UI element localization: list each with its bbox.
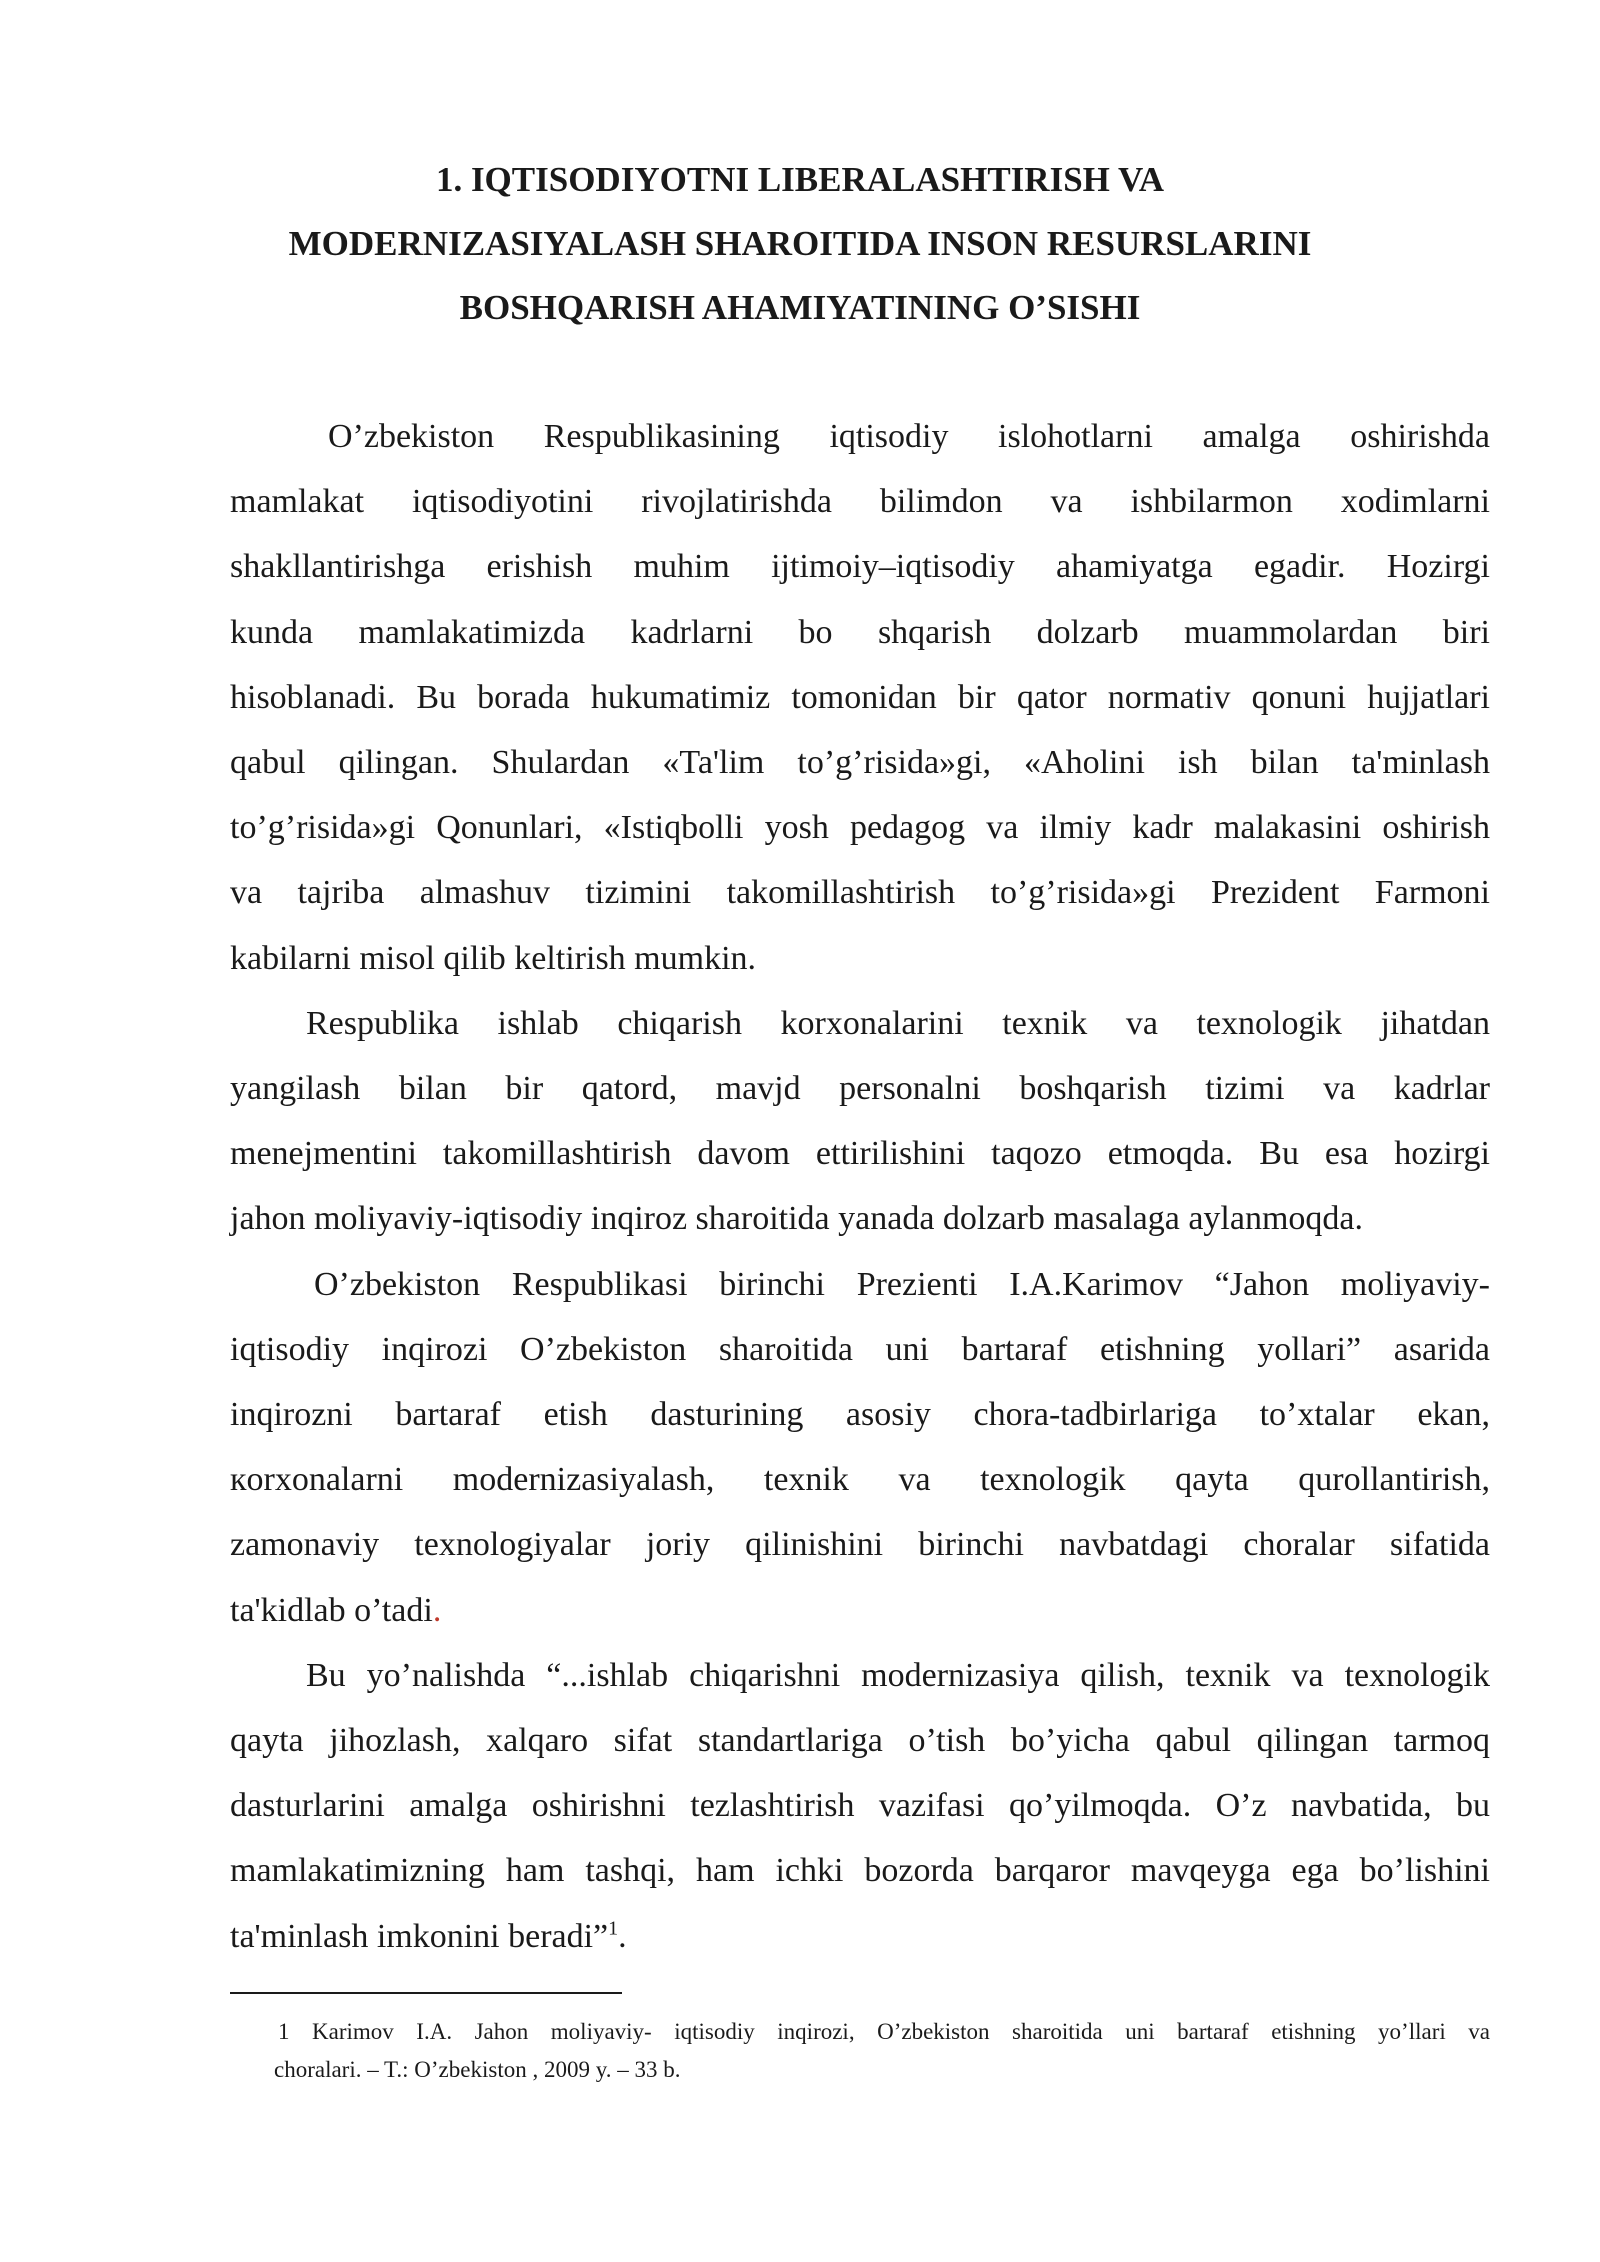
text-line: to’g’risida»gi Qonunlari, «Istiqbolli yosh pedagog va ilmiy kadr malakasini oshirish — [230, 809, 1490, 847]
footnote-separator — [230, 1992, 622, 1994]
chapter-title — [230, 148, 1370, 340]
paragraph-4 — [230, 1643, 1490, 1969]
text-fragment: ta'minlash imkonini beradi” — [230, 1917, 609, 1955]
text-line: кorxonalarni modernizasiyalash, texnik va texnologik qayta qurollantirish, — [230, 1461, 1490, 1499]
text-line: mamlakat iqtisodiyotini rivojlatirishda bilimdon va ishbilarmon xodimlarni — [230, 483, 1490, 521]
text-line: jahon moliyaviy-iqtisodiy inqiroz sharoitida yanada dolzarb masalaga aylanmoqda. — [230, 1200, 1364, 1238]
text-line: yangilash bilan bir qatord, mavjd personalni boshqarish tizimi va kadrlar — [230, 1070, 1490, 1108]
text-line: zamonaviy texnologiyalar joriy qilinishini birinchi navbatdagi choralar sifatida — [230, 1526, 1490, 1564]
footnote-reference[interactable]: 1 — [608, 1917, 619, 1940]
footnote-line: choralari. – T.: O’zbekiston , 2009 y. – 33 b. — [274, 2057, 681, 2082]
body-text — [230, 404, 1490, 1969]
footnote-line: 1 Karimov I.A. Jahon moliyaviy- iqtisodiy inqirozi, O’zbekiston sharoitida uni bartaraf etishning yo’llari va — [278, 2019, 1490, 2044]
text-fragment: ta'kidlab o’tadi — [230, 1591, 433, 1629]
text-line: mamlakatimizning ham tashqi, ham ichki bozorda barqaror mavqeyga ega bo’lishini — [230, 1852, 1490, 1890]
text-line: qabul qilingan. Shulardan «Ta'lim to’g’risida»gi, «Aholini ish bilan ta'minlash — [230, 744, 1490, 782]
text-line: Bu yo’nalishda “...ishlab chiqarishni modernizasiya qilish, texnik va texnologik — [306, 1656, 1490, 1694]
text-line: shakllantirishga erishish muhim ijtimoiy–iqtisodiy ahamiyatga egadir. Hozirgi — [230, 548, 1490, 586]
text-line: menejmentini takomillashtirish davom ettirilishini taqozo etmoqda. Bu esa hozirgi — [230, 1135, 1490, 1173]
text-line: iqtisodiy inqirozi O’zbekiston sharoitida uni bartaraf etishning yollari” asarida — [230, 1330, 1490, 1368]
text-line: va tajriba almashuv tizimini takomillashtirish to’g’risida»gi Prezident Farmoni — [230, 874, 1490, 912]
text-line: inqirozni bartaraf etish dasturining asosiy chora-tadbirlariga to’xtalar ekan, — [230, 1396, 1490, 1434]
paragraph-3 — [230, 1252, 1490, 1643]
text-line: kunda mamlakatimizda kadrlarni bo shqarish dolzarb muammolardan biri — [230, 613, 1490, 651]
text-line: O’zbekiston Respublikasining iqtisodiy islohotlarni amalga oshirishda — [328, 418, 1490, 455]
text-line-with-mark — [230, 1578, 1490, 1643]
footnote — [274, 2013, 1490, 2089]
period-mark: . — [618, 1917, 627, 1955]
text-line: O’zbekiston Respublikasi birinchi Prezienti I.A.Karimov “Jahon moliyaviy- — [314, 1265, 1490, 1303]
title-line: 1. IQTISODIYOTNI LIBERALASHTIRISH VA — [435, 160, 1165, 199]
text-line: Respublika ishlab chiqarish korxonalarini texnik va texnologik jihatdan — [306, 1004, 1490, 1042]
text-line: kabilarni misol qilib keltirish mumkin. — [230, 939, 757, 977]
text-line-with-footnote — [230, 1904, 1490, 1969]
text-line: hisoblanadi. Bu borada hukumatimiz tomonidan bir qator normativ qonuni hujjatlari — [230, 678, 1490, 716]
paragraph-1 — [230, 404, 1490, 991]
text-line: dasturlarini amalga oshirishni tezlashtirish vazifasi qo’yilmoqda. O’z navbatida, bu — [230, 1787, 1490, 1825]
paragraph-2 — [230, 991, 1490, 1252]
period-mark: . — [432, 1591, 442, 1629]
title-line: MODERNIZASIYALASH SHAROITIDA INSON RESURSLARINI — [288, 224, 1312, 263]
title-line: BOSHQARISH AHAMIYATINING O’SISHI — [459, 288, 1141, 327]
text-line: qayta jihozlash, xalqaro sifat standartlariga o’tish bo’yicha qabul qilingan tarmoq — [230, 1722, 1490, 1760]
